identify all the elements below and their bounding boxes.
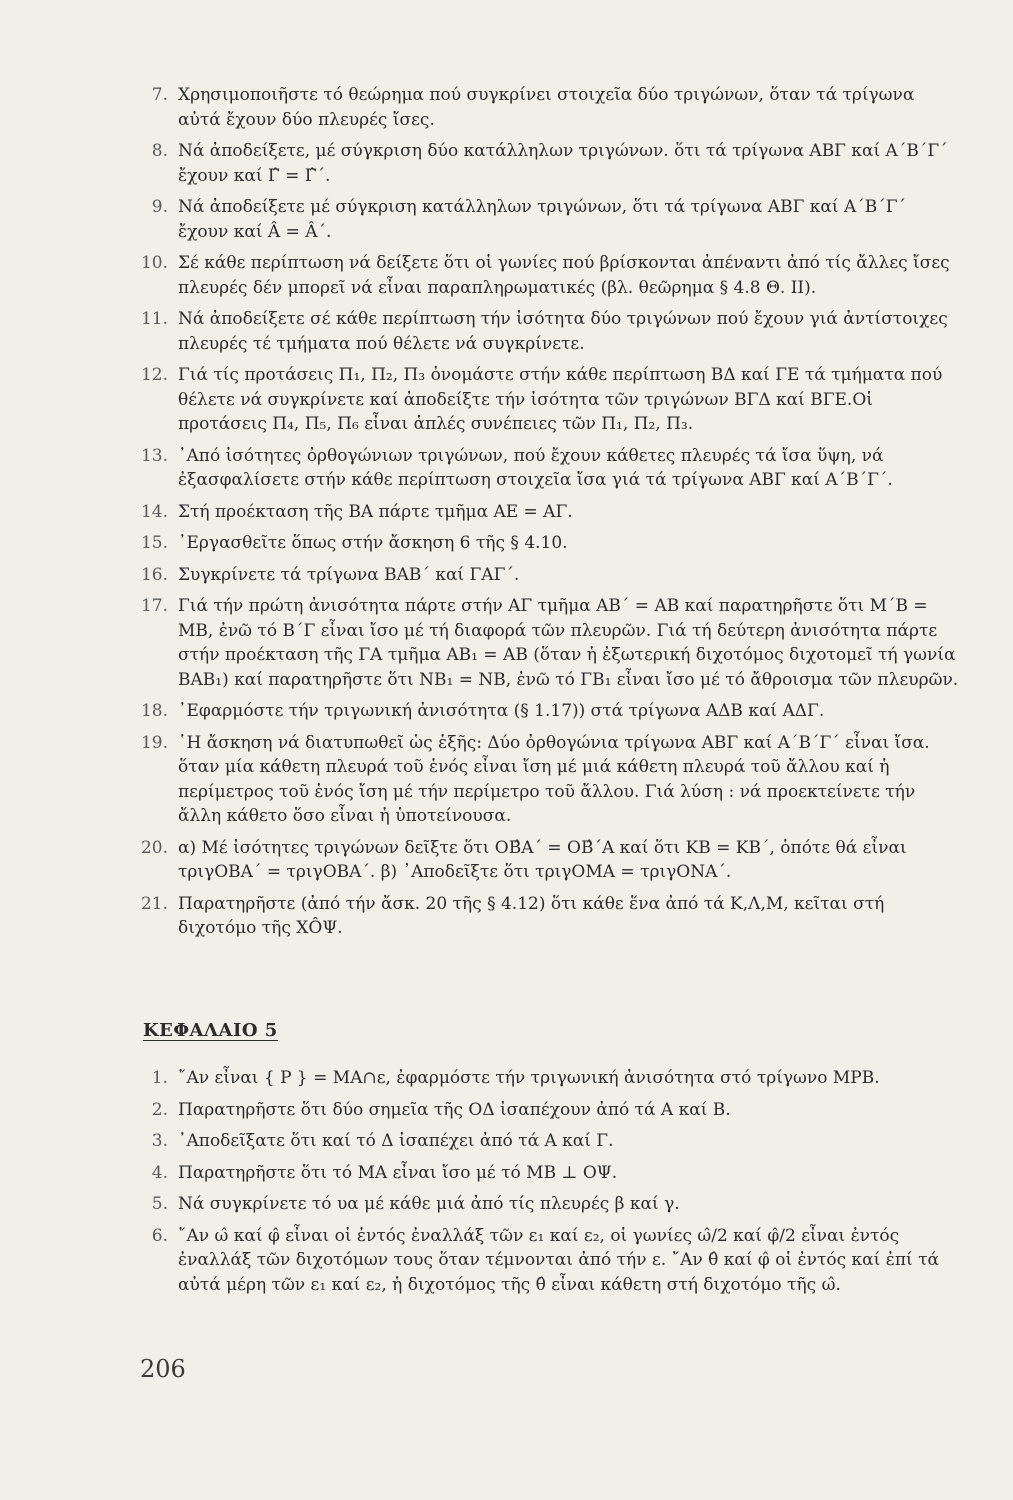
exercise-text: α) Μέ ἰσότητες τριγώνων δεῖξτε ὅτι ΟΒ̂Α΄ = ΟΒ̂΄Α καί ὅτι ΚΒ = ΚΒ΄, ὁπότε θά εἶναι τριγΟΒΑ΄ = τριγΟΒΑ΄. β) ᾿Αποδεῖξτε ὅτι τριγΟΜΑ = τριγΟΝΑ΄. — [178, 837, 907, 882]
exercise-item — [140, 1129, 960, 1154]
exercise-number: 12. — [140, 365, 168, 385]
exercise-number: 1. — [151, 1068, 168, 1088]
exercise-text: ῎Αν ω̂ καί φ̂ εἶναι οἱ ἐντός ἐναλλάξ τῶν ε₁ καί ε₂, οἱ γωνίες ω̂/2 καί φ̂/2 εἶναι ἐντός ἐναλλάξ τῶν διχοτόμων τους ὅταν τέμνονται ἀπό τήν ε. ῎Αν θ̂ καί φ̂ οἱ ἐντός καί ἐπί τά αὐτά μέρη τῶν ε₁ καί ε₂, ἡ διχοτόμος τῆς θ̂ εἶναι κάθετη στή διχοτόμο τῆς ω̂. — [178, 1225, 939, 1295]
exercise-text: Νά ἀποδείξετε μέ σύγκριση κατάλληλων τριγώνων, ὅτι τά τρίγωνα ΑΒΓ καί Α΄Β΄Γ΄ ἔχουν καί Â = Â΄. — [178, 197, 907, 242]
exercise-item — [140, 444, 960, 493]
chapter-heading: ΚΕΦΑΛΑΙΟ 5 — [143, 1020, 278, 1041]
exercise-text: Χρησιμοποιῆστε τό θεώρημα πού συγκρίνει στοιχεῖα δύο τριγώνων, ὅταν τά τρίγωνα αὐτά ἔχουν δύο πλευρές ἴσες. — [178, 85, 915, 130]
exercise-number: 17. — [140, 596, 168, 616]
exercise-text: Νά συγκρίνετε τό υα μέ κάθε μιά ἀπό τίς πλευρές β καί γ. — [178, 1194, 680, 1214]
exercise-item — [140, 251, 960, 300]
exercise-number: 18. — [140, 701, 168, 721]
exercise-item — [140, 731, 960, 829]
exercise-item — [140, 1224, 960, 1298]
exercise-text: Παρατηρῆστε (ἀπό τήν ἄσκ. 20 τῆς § 4.12) ὅτι κάθε ἕνα ἀπό τά Κ,Λ,Μ, κεῖται στή διχοτόμο τῆς ΧÔΨ. — [178, 893, 885, 938]
exercise-number: 20. — [140, 837, 168, 858]
exercise-number: 10. — [140, 253, 168, 273]
exercise-number: 21. — [140, 893, 168, 914]
exercise-item — [140, 1192, 960, 1217]
exercise-text: Γιά τήν πρώτη ἀνισότητα πάρτε στήν ΑΓ τμῆμα ΑΒ΄ = ΑΒ καί παρατηρῆστε ὅτι Μ΄Β = ΜΒ, ἐνῶ τό Β΄Γ εἶναι ἴσο μέ τή διαφορά τῶν πλευρῶν. Γιά τή δεύτερη ἀνισότητα πάρτε στήν προέκταση τῆς ΓΑ τμῆμα ΑΒ₁ = ΑΒ (ὅταν ἡ ἐξωτερική διχοτόμος διχοτομεῖ τή γωνία ΒΑΒ₁) καί παρατηρῆστε ὅτι ΝΒ₁ = ΝΒ, ἐνῶ τό ΓΒ₁ εἶναι ἴσο μέ τό ἄθροισμα τῶν πλευρῶν. — [178, 596, 959, 690]
exercise-text: ᾿Αποδεῖξατε ὅτι καί τό Δ ἰσαπέχει ἀπό τά Α καί Γ. — [178, 1131, 614, 1151]
exercise-number: 13. — [140, 445, 168, 466]
exercise-number: 19. — [140, 732, 168, 753]
exercise-number: 8. — [151, 141, 168, 161]
exercise-text: Νά ἀποδείξετε, μέ σύγκριση δύο κατάλληλων τριγώνων. ὅτι τά τρίγωνα ΑΒΓ καί Α΄Β΄Γ΄ ἔχουν καί Γ̂ = Γ̂΄. — [178, 141, 948, 186]
exercise-number: 11. — [140, 309, 168, 329]
exercise-item — [140, 1161, 960, 1186]
exercise-list-chapter-5 — [140, 1066, 960, 1304]
exercise-item — [140, 1098, 960, 1123]
exercise-list-chapter-4 — [140, 83, 960, 948]
exercise-number: 15. — [140, 533, 168, 553]
exercise-number: 3. — [151, 1131, 168, 1151]
page-number: 206 — [140, 1355, 186, 1383]
exercise-number: 4. — [151, 1162, 168, 1183]
exercise-number: 14. — [140, 501, 168, 522]
exercise-text: ῾Η ἄσκηση νά διατυπωθεῖ ὡς ἑξῆς: Δύο ὀρθογώνια τρίγωνα ΑΒΓ καί Α΄Β΄Γ΄ εἶναι ἴσα. ὅταν μία κάθετη πλευρά τοῦ ἑνός εἶναι ἴση μέ μιά κάθετη πλευρά τοῦ ἄλλου καί ἡ περίμετρος τοῦ ἑνός ἴση μέ τήν περίμετρο τοῦ ἄλλου. Γιά λύση : νά προεκτείνετε τήν ἄλλη κάθετο ὅσο εἶναι ἡ ὑποτείνουσα. — [178, 732, 930, 826]
exercise-text: Νά ἀποδείξετε σέ κάθε περίπτωση τήν ἰσότητα δύο τριγώνων πού ἔχουν γιά ἀντίστοιχες πλευρές τέ τμήματα πού θέλετε νά συγκρίνετε. — [178, 309, 948, 354]
exercise-item — [140, 307, 960, 356]
exercise-text: Παρατηρῆστε ὅτι τό ΜΑ εἶναι ἴσο μέ τό ΜΒ ⊥ ΟΨ. — [178, 1162, 618, 1183]
exercise-item — [140, 563, 960, 588]
exercise-text: Γιά τίς προτάσεις Π₁, Π₂, Π₃ ὀνομάστε στήν κάθε περίπτωση ΒΔ καί ΓΕ τά τμήματα πού θέλετε νά συγκρίνετε καί ἀποδείξτε τήν ἰσότητα τῶν τριγώνων ΒΓΔ καί ΒΓΕ.Οἱ προτάσεις Π₄, Π₅, Π₆ εἶναι ἁπλές συνέπειες τῶν Π₁, Π₂, Π₃. — [178, 365, 943, 434]
exercise-number: 16. — [140, 564, 168, 585]
exercise-text: ᾿Από ἰσότητες ὀρθογώνιων τριγώνων, πού ἔχουν κάθετες πλευρές τά ἴσα ὕψη, νά ἐξασφαλίσετε στήν κάθε περίπτωση στοιχεῖα ἴσα γιά τά τρίγωνα ΑΒΓ καί Α΄Β΄Γ΄. — [178, 445, 893, 490]
exercise-item — [140, 83, 960, 132]
exercise-item — [140, 195, 960, 244]
exercise-text: Παρατηρῆστε ὅτι δύο σημεῖα τῆς ΟΔ ἰσαπέχουν ἀπό τά Α καί Β. — [178, 1099, 731, 1120]
exercise-text: ᾿Εργασθεῖτε ὅπως στήν ἄσκηση 6 τῆς § 4.10. — [178, 533, 568, 553]
exercise-text: Σέ κάθε περίπτωση νά δείξετε ὅτι οἱ γωνίες πού βρίσκονται ἀπέναντι ἀπό τίς ἄλλες ἴσες πλευρές δέν μπορεῖ νά εἶναι παραπληρωματικές (βλ. θεῶρημα § 4.8 Θ. ΙΙ). — [178, 253, 950, 298]
exercise-item — [140, 1066, 960, 1091]
exercise-number: 5. — [151, 1194, 168, 1214]
exercise-item — [140, 892, 960, 941]
exercise-item — [140, 699, 960, 724]
exercise-number: 6. — [151, 1225, 168, 1246]
exercise-text: Συγκρίνετε τά τρίγωνα ΒΑΒ΄ καί ΓΑΓ΄. — [178, 564, 520, 585]
exercise-text: Στή προέκταση τῆς ΒΑ πάρτε τμῆμα ΑΕ = ΑΓ. — [178, 501, 573, 522]
exercise-item — [140, 836, 960, 885]
exercise-item — [140, 500, 960, 525]
exercise-item — [140, 139, 960, 188]
exercise-item — [140, 531, 960, 556]
exercise-item — [140, 363, 960, 437]
exercise-item — [140, 594, 960, 692]
exercise-text: ᾿Εφαρμόστε τήν τριγωνική ἀνισότητα (§ 1.17)) στά τρίγωνα ΑΔΒ καί ΑΔΓ. — [178, 701, 825, 721]
exercise-text: ῎Αν εἶναι { Ρ } = ΜΑ∩ε, ἐφαρμόστε τήν τριγωνική ἀνισότητα στό τρίγωνο ΜΡΒ. — [178, 1068, 880, 1088]
exercise-number: 2. — [151, 1099, 168, 1120]
exercise-number: 9. — [151, 197, 168, 217]
exercise-number: 7. — [151, 85, 168, 105]
